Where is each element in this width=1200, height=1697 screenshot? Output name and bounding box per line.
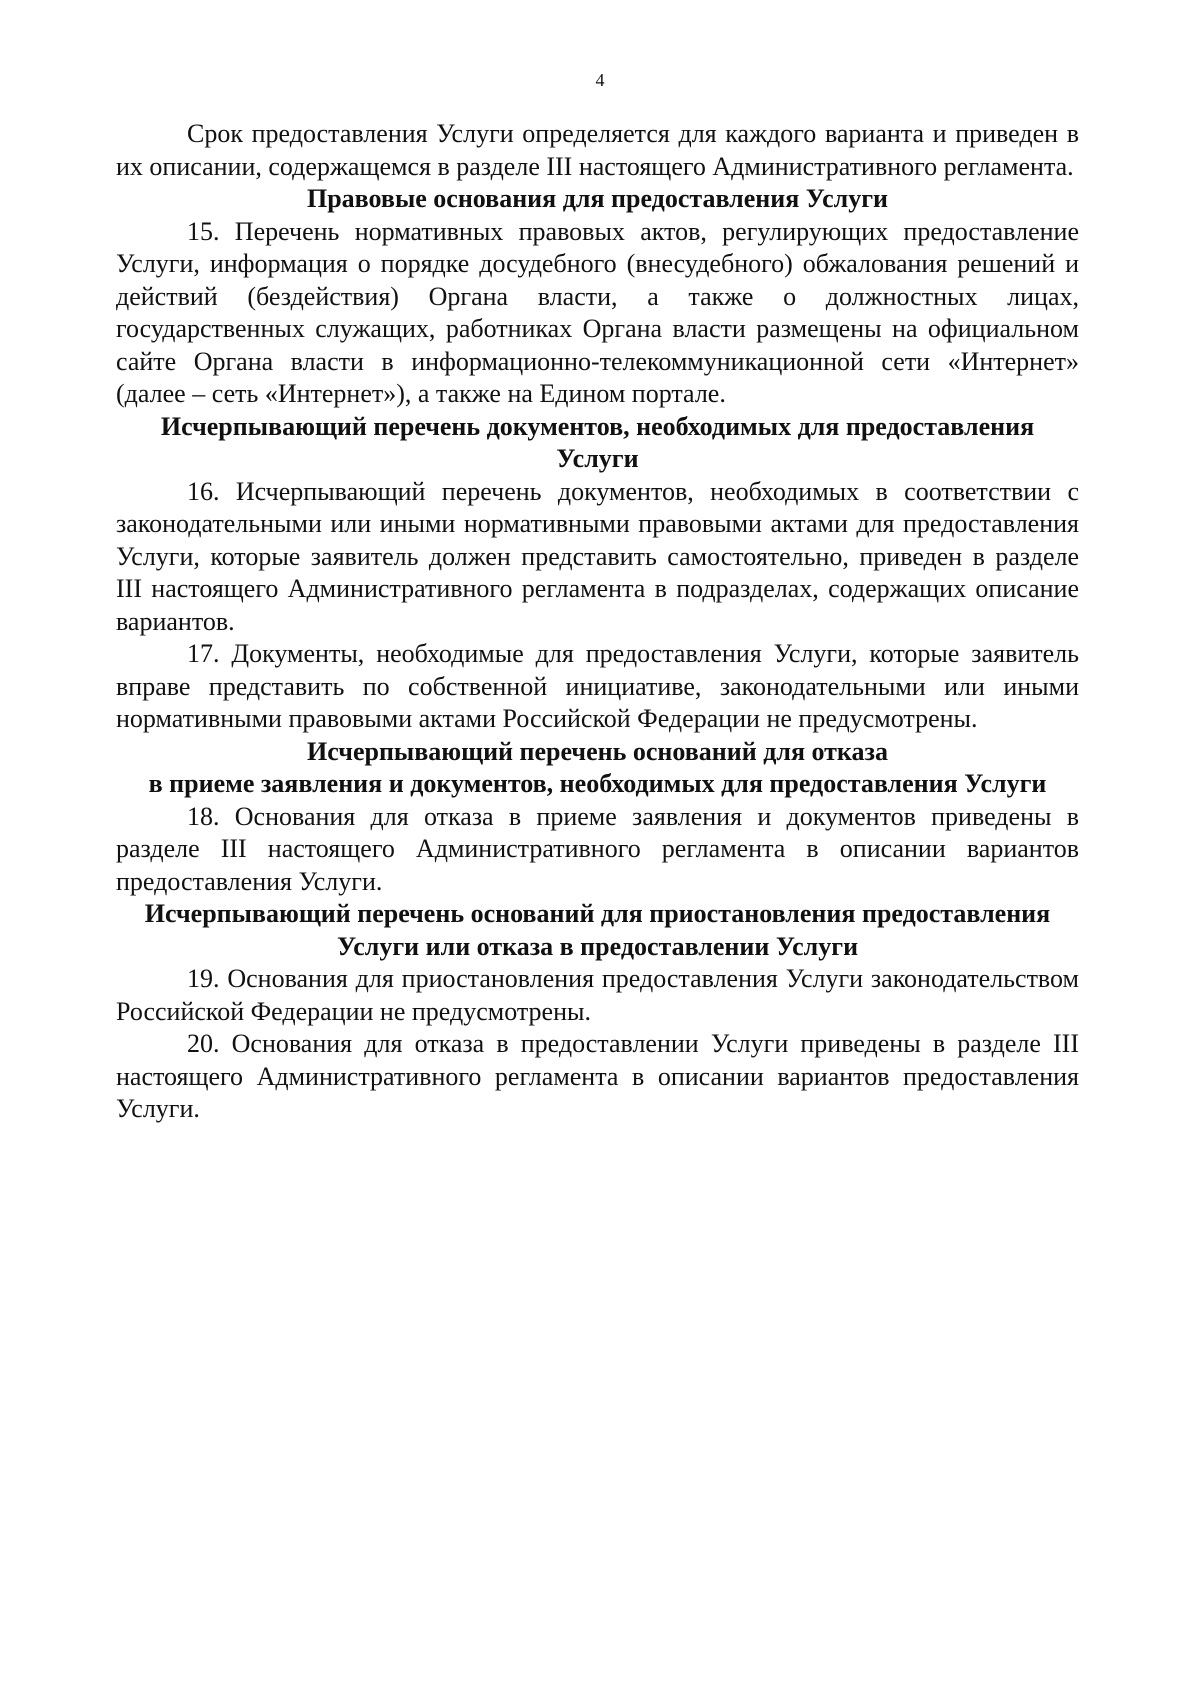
heading-legal-basis: Правовые основания для предоставления Услуги xyxy=(307,184,888,213)
paragraph-16: 16. Исчерпывающий перечень документов, необходимых в соответствии с законодательными или иными нормативными правовыми актами для предоставления Услуги, которые заявитель должен представить самостоятельно, приведен в разделе III настоящего Административного регламента в подразделах, содержащих описание вариантов. xyxy=(116,476,1079,636)
heading-refusal-reception xyxy=(116,736,1079,801)
document-body xyxy=(116,118,1079,1126)
heading-line: Услуги xyxy=(556,444,639,473)
heading-suspension-refusal xyxy=(116,898,1079,963)
intro-paragraph: Срок предоставления Услуги определяется для каждого варианта и приведен в их описании, содержащемся в разделе III настоящего Административного регламента. xyxy=(116,119,1079,181)
heading-line: Исчерпывающий перечень документов, необходимых для предоставления xyxy=(160,411,1035,441)
heading-line: Исчерпывающий перечень оснований для приостановления предоставления xyxy=(144,899,1051,928)
heading-line: Услуги или отказа в предоставлении Услуги xyxy=(336,931,859,961)
paragraph-18: 18. Основания для отказа в приеме заявления и документов приведены в разделе III настоящего Административного регламента в описании вариантов предоставления Услуги. xyxy=(116,801,1079,896)
heading-documents-list xyxy=(116,411,1079,476)
paragraph-19: 19. Основания для приостановления предоставления Услуги законодательством Российской Федерации не предусмотрены. xyxy=(116,964,1079,1026)
paragraph-17: 17. Документы, необходимые для предоставления Услуги, которые заявитель вправе представить по собственной инициативе, законодательными или иными нормативными правовыми актами Российской Федерации не предусмотрены. xyxy=(116,639,1079,733)
heading-line: в приеме заявления и документов, необходимых для предоставления Услуги xyxy=(148,769,1047,798)
paragraph-20: 20. Основания для отказа в предоставлении Услуги приведены в разделе III настоящего Административного регламента в описании вариантов предоставления Услуги. xyxy=(116,1029,1079,1123)
paragraph-15: 15. Перечень нормативных правовых актов, регулирующих предоставление Услуги, информация о порядке досудебного (внесудебного) обжалования решений и действий (бездействия) Органа власти, а также о должностных лицах, государственных служащих, работниках Органа власти размещены на официальном сайте Органа власти в информационно-телекоммуникационной сети «Интернет» (далее – сеть «Интернет»), а также на Едином портале. xyxy=(116,216,1079,408)
page-number: 4 xyxy=(595,70,605,90)
heading-line: Исчерпывающий перечень оснований для отказа xyxy=(307,736,888,766)
